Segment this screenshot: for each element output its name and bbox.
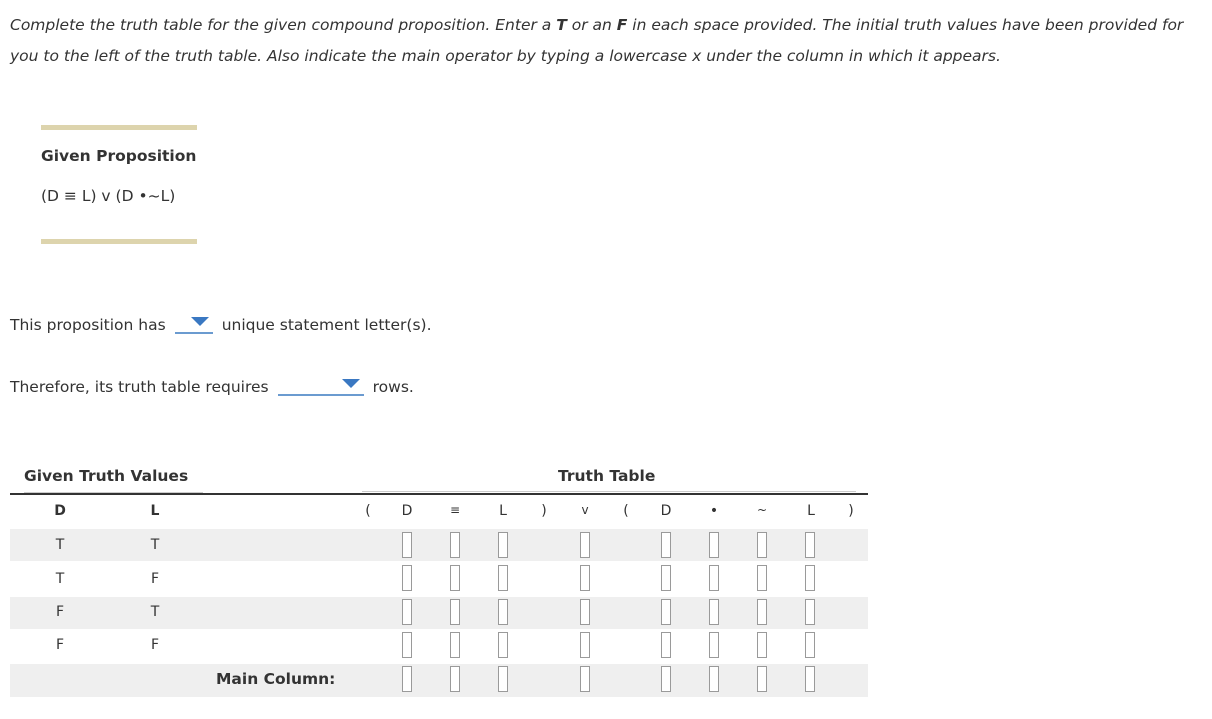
- main-column-input[interactable]: [498, 666, 508, 692]
- tt-header-d: D: [401, 503, 413, 519]
- table-row: [10, 529, 868, 561]
- tt-header-close-paren: ): [541, 503, 547, 519]
- tt-header-open-paren: (: [365, 503, 371, 519]
- truth-value-input[interactable]: [757, 599, 767, 625]
- table-row: [10, 664, 868, 697]
- question-letters: [10, 312, 432, 334]
- truth-value-input[interactable]: [450, 599, 460, 625]
- truth-value-input[interactable]: [757, 632, 767, 658]
- truth-value-input[interactable]: [450, 632, 460, 658]
- truth-value-input[interactable]: [661, 632, 671, 658]
- truth-value-input[interactable]: [580, 632, 590, 658]
- instructions: [10, 10, 1205, 72]
- tt-header-equiv: ≡: [449, 503, 461, 517]
- truth-value-input[interactable]: [661, 532, 671, 558]
- truth-table-title: Truth Table: [558, 467, 656, 485]
- given-value: T: [150, 604, 160, 620]
- tt-header-dot: •: [709, 503, 719, 519]
- divider: [362, 491, 856, 492]
- given-header-l: L: [150, 503, 160, 519]
- truth-value-input[interactable]: [402, 532, 412, 558]
- given-value: T: [150, 537, 160, 553]
- main-column-input[interactable]: [757, 666, 767, 692]
- truth-value-input[interactable]: [498, 599, 508, 625]
- truth-value-input[interactable]: [498, 532, 508, 558]
- instructions-text: Complete the truth table for the given compound proposition. Enter a: [10, 16, 557, 34]
- main-column-input[interactable]: [661, 666, 671, 692]
- truth-value-input[interactable]: [709, 532, 719, 558]
- main-column-input[interactable]: [402, 666, 412, 692]
- tt-header-tilde: ~: [756, 503, 768, 517]
- truth-value-input[interactable]: [580, 565, 590, 591]
- truth-value-input[interactable]: [709, 565, 719, 591]
- question-text: unique statement letter(s).: [221, 316, 432, 334]
- truth-value-input[interactable]: [450, 532, 460, 558]
- chevron-down-icon: [342, 379, 360, 388]
- given-value: F: [55, 637, 65, 653]
- tt-header-close-paren: ): [848, 503, 854, 519]
- truth-value-input[interactable]: [757, 532, 767, 558]
- chevron-down-icon: [191, 317, 209, 326]
- given-value: F: [150, 637, 160, 653]
- given-proposition-box: [41, 125, 197, 205]
- tt-header-d: D: [660, 503, 672, 519]
- proposition-title: Given Proposition: [41, 147, 197, 165]
- given-values-title: Given Truth Values: [24, 467, 189, 485]
- truth-value-input[interactable]: [580, 599, 590, 625]
- truth-value-input[interactable]: [805, 532, 815, 558]
- main-column-input[interactable]: [805, 666, 815, 692]
- given-header-d: D: [54, 503, 66, 519]
- instructions-t: T: [556, 16, 567, 34]
- tt-header-l: L: [807, 503, 815, 519]
- truth-value-input[interactable]: [805, 599, 815, 625]
- instructions-text: or an: [566, 16, 617, 34]
- truth-value-input[interactable]: [805, 565, 815, 591]
- tt-header-or: v: [581, 503, 589, 517]
- truth-value-input[interactable]: [402, 599, 412, 625]
- truth-value-input[interactable]: [805, 632, 815, 658]
- divider: [10, 493, 868, 495]
- given-value: F: [150, 571, 160, 587]
- rows-dropdown[interactable]: [278, 374, 364, 396]
- main-column-input[interactable]: [450, 666, 460, 692]
- given-value: T: [55, 537, 65, 553]
- truth-value-input[interactable]: [450, 565, 460, 591]
- tt-header-l: L: [499, 503, 507, 519]
- truth-value-input[interactable]: [661, 565, 671, 591]
- main-column-label: Main Column:: [216, 670, 336, 688]
- truth-value-input[interactable]: [402, 565, 412, 591]
- truth-value-input[interactable]: [498, 632, 508, 658]
- given-value: T: [55, 571, 65, 587]
- main-column-input[interactable]: [709, 666, 719, 692]
- truth-value-input[interactable]: [709, 599, 719, 625]
- divider: [41, 125, 197, 130]
- tt-header-open-paren: (: [623, 503, 629, 519]
- main-column-input[interactable]: [580, 666, 590, 692]
- truth-value-input[interactable]: [402, 632, 412, 658]
- truth-value-input[interactable]: [580, 532, 590, 558]
- instructions-text: in each space provided. The initial truth values have been provided for you to the left of the truth table. Also indicate the main operator by typing a lowercase x under the column in which it appears.: [10, 16, 1184, 65]
- instructions-f: F: [616, 16, 628, 34]
- proposition-expression: (D ≡ L) v (D •~L): [41, 187, 176, 205]
- given-value: F: [55, 604, 65, 620]
- table-row: [10, 597, 868, 629]
- question-text: This proposition has: [10, 316, 166, 334]
- truth-value-input[interactable]: [661, 599, 671, 625]
- truth-value-input[interactable]: [709, 632, 719, 658]
- truth-value-input[interactable]: [498, 565, 508, 591]
- letters-dropdown[interactable]: [175, 312, 213, 334]
- question-text: rows.: [372, 378, 414, 396]
- question-rows: [10, 374, 414, 396]
- question-text: Therefore, its truth table requires: [10, 378, 269, 396]
- divider: [41, 239, 197, 244]
- truth-value-input[interactable]: [757, 565, 767, 591]
